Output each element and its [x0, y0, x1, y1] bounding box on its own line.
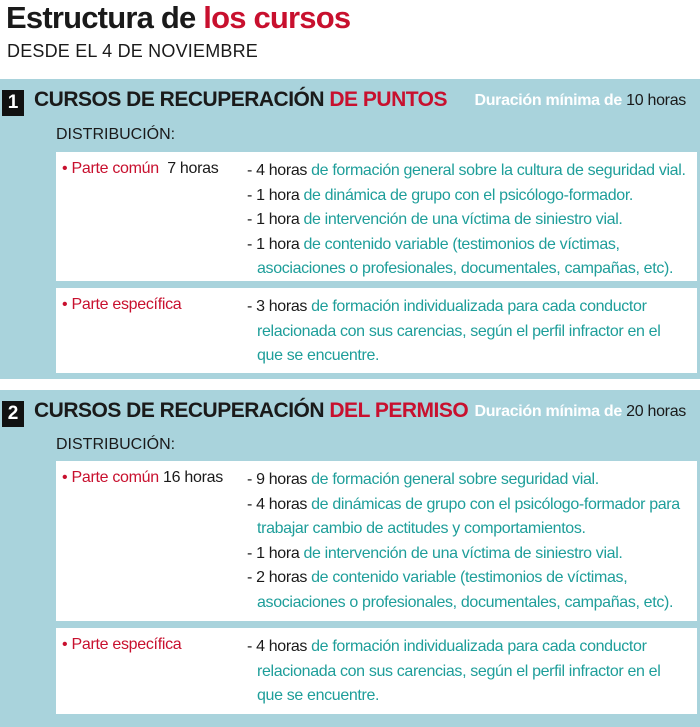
item-hours: 1 hora: [256, 544, 300, 562]
dash: -: [247, 638, 252, 655]
bullet-icon: •: [62, 636, 68, 653]
list-item-continuation: [247, 320, 693, 345]
list-item: [247, 208, 693, 233]
part-hours: 16 horas: [163, 469, 223, 486]
part-box-common: [56, 461, 697, 621]
item-text: que se encuentre.: [257, 347, 380, 364]
part-lines: [247, 295, 693, 369]
dash: -: [247, 235, 252, 253]
dash: -: [247, 298, 252, 315]
item-text: de dinámica de grupo con el psicólogo-formador.: [303, 186, 634, 204]
item-text: relacionada con sus carencias, según el perfil infractor en el: [257, 662, 661, 680]
item-text: que se encuentre.: [257, 687, 380, 704]
part-box-specific: [56, 288, 697, 373]
item-hours: 4 horas: [256, 638, 308, 655]
page-subtitle: DESDE EL 4 DE NOVIEMBRE: [7, 41, 259, 61]
part-box-specific: [56, 628, 697, 714]
title-part-1: Estructura de: [6, 0, 196, 35]
item-text: de contenido variable (testimonios de víctimas,: [311, 569, 628, 586]
dash: -: [247, 211, 252, 228]
item-text: de dinámicas de grupo con el psicólogo-formador para: [311, 495, 680, 513]
list-item: [247, 159, 693, 184]
duration-value: 10 horas: [626, 92, 686, 109]
part-name: Parte específica: [71, 296, 182, 313]
item-text: de formación individualizada para cada conductor: [311, 298, 647, 315]
list-item: [247, 468, 693, 493]
item-text: asociaciones o profesionales, documentales, campañas, etc).: [257, 260, 674, 277]
part-lines: [247, 159, 693, 282]
dash: -: [247, 569, 252, 586]
section-title: [34, 399, 468, 423]
item-hours: 4 horas: [256, 495, 308, 513]
item-text: de formación general sobre seguridad vial.: [311, 471, 599, 488]
item-text: relacionada con sus carencias, según el perfil infractor en el: [257, 322, 661, 340]
section-recuperacion-puntos: [0, 79, 700, 379]
part-lines: [247, 635, 693, 709]
list-item: [247, 566, 693, 591]
list-item-continuation: [247, 344, 693, 369]
section-title-red: DE PUNTOS: [329, 88, 448, 111]
distribution-label: DISTRIBUCIÓN:: [56, 126, 176, 143]
item-text: de intervención de una víctima de siniestro vial.: [303, 211, 623, 228]
dash: -: [247, 186, 252, 204]
item-text: de formación individualizada para cada conductor: [311, 638, 647, 655]
duration-value: 20 horas: [626, 403, 686, 420]
part-label: [62, 296, 181, 314]
list-item-continuation: [247, 591, 693, 616]
part-hours: 7 horas: [167, 160, 219, 177]
dash: -: [247, 471, 252, 488]
part-label: [62, 160, 218, 178]
page-title: [6, 0, 350, 36]
part-name: Parte común: [71, 160, 159, 177]
list-item-continuation: [247, 517, 693, 542]
duration-label: Duración mínima de: [474, 403, 622, 420]
dash: -: [247, 162, 252, 179]
section-number: 2: [2, 401, 24, 427]
part-label: [62, 469, 223, 487]
duration-info: [474, 403, 686, 421]
section-title: [34, 88, 447, 112]
list-item: [247, 295, 693, 320]
bullet-icon: •: [62, 469, 68, 486]
item-hours: 9 horas: [256, 471, 308, 488]
duration-info: [474, 92, 686, 110]
item-text: de intervención de una víctima de siniestro vial.: [303, 544, 623, 562]
item-hours: 1 hora: [256, 211, 300, 228]
item-hours: 1 hora: [256, 186, 300, 204]
item-hours: 1 hora: [256, 235, 300, 253]
bullet-icon: •: [62, 160, 68, 177]
part-lines: [247, 468, 693, 615]
bullet-icon: •: [62, 296, 68, 313]
dash: -: [247, 544, 252, 562]
item-hours: 4 horas: [256, 162, 308, 179]
part-name: Parte común: [71, 469, 159, 486]
item-hours: 3 horas: [256, 298, 308, 315]
part-box-common: [56, 152, 697, 281]
list-item-continuation: [247, 660, 693, 685]
list-item-continuation: [247, 257, 693, 282]
item-text: de contenido variable (testimonios de víctimas,: [303, 235, 620, 253]
duration-label: Duración mínima de: [474, 92, 622, 109]
list-item: [247, 184, 693, 209]
title-part-2: los cursos: [203, 0, 351, 35]
part-name: Parte específica: [71, 636, 182, 653]
item-text: de formación general sobre la cultura de seguridad vial.: [311, 162, 686, 179]
section-title-red: DEL PERMISO: [329, 399, 469, 422]
section-recuperacion-permiso: [0, 390, 700, 727]
list-item: [247, 493, 693, 518]
item-text: trabajar cambio de actitudes y comportamientos.: [257, 520, 586, 537]
list-item: [247, 233, 693, 258]
list-item: [247, 542, 693, 567]
list-item-continuation: [247, 684, 693, 709]
section-number: 1: [2, 90, 24, 116]
dash: -: [247, 495, 252, 513]
item-hours: 2 horas: [256, 569, 308, 586]
section-title-black: CURSOS DE RECUPERACIÓN: [34, 399, 325, 422]
section-title-black: CURSOS DE RECUPERACIÓN: [34, 88, 325, 111]
distribution-label: DISTRIBUCIÓN:: [56, 436, 176, 453]
part-label: [62, 636, 181, 654]
item-text: asociaciones o profesionales, documentales, campañas, etc).: [257, 593, 674, 611]
list-item: [247, 635, 693, 660]
